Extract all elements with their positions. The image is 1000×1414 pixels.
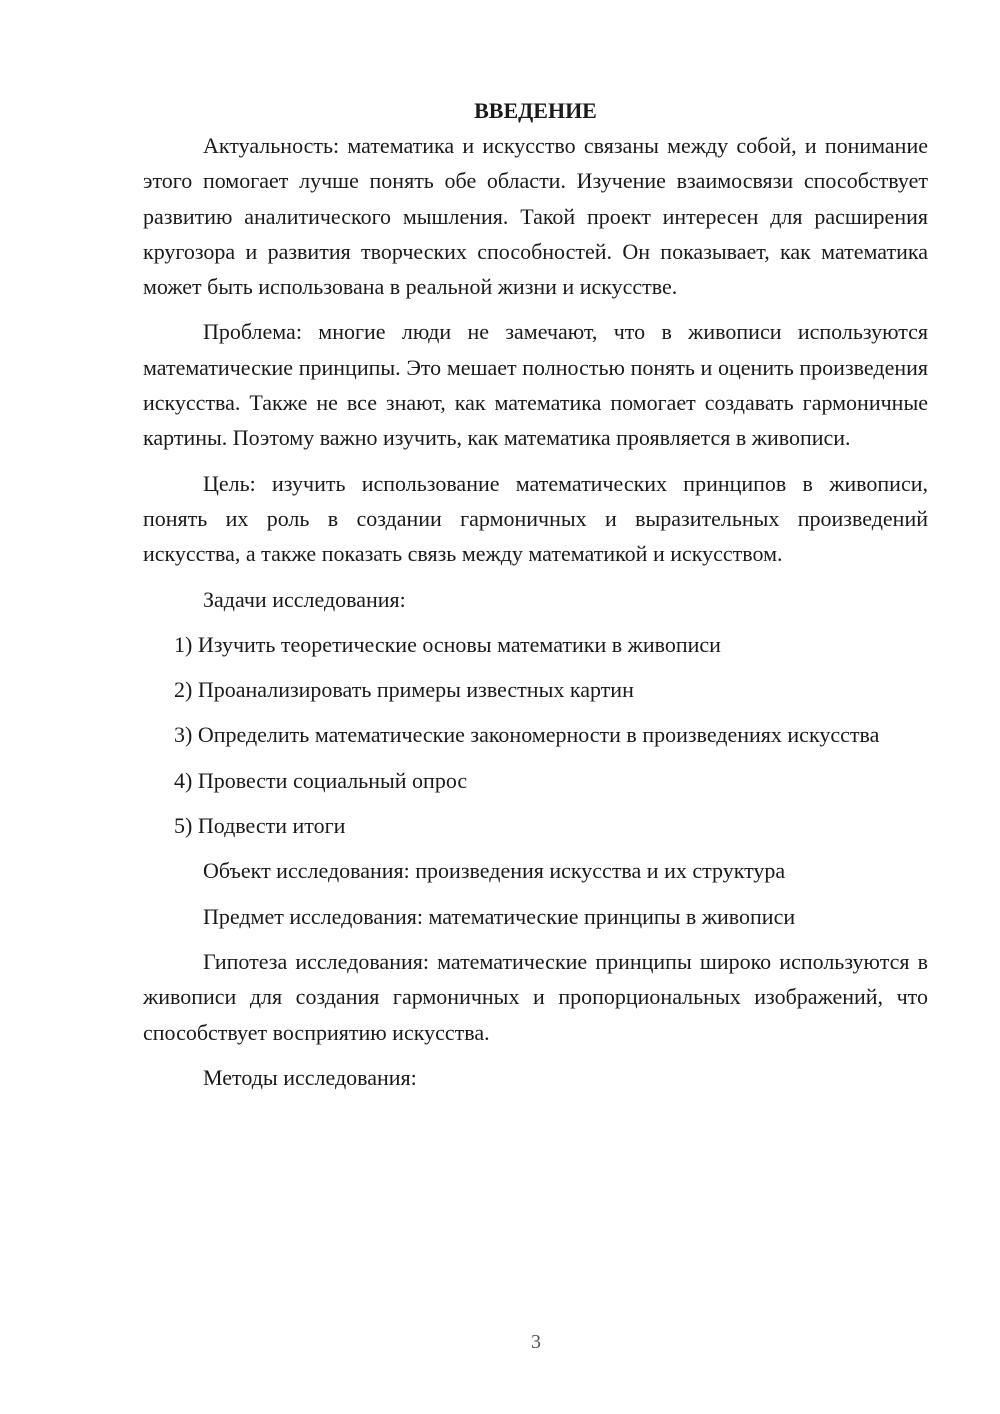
goal-paragraph: Цель: изучить использование математических принципов в живописи, понять их роль в создании гармоничных и выразительных произведений искусства, а также показать связь между математикой и искусством. <box>143 470 928 567</box>
document-page <box>143 94 928 1095</box>
task-item: 3) Определить математические закономерности в произведениях искусства <box>174 722 880 748</box>
hypothesis-paragraph: Гипотеза исследования: математические принципы широко используются в живописи для создания гармоничных и пропорциональных изображений, что способствует восприятию искусства. <box>143 948 928 1045</box>
task-item: 4) Провести социальный опрос <box>174 767 468 793</box>
task-item: 1) Изучить теоретические основы математики в живописи <box>174 631 721 657</box>
relevance-paragraph: Актуальность: математика и искусство связаны между собой, и понимание этого помогает лучше понять обе области. Изучение взаимосвязи способствует развитию аналитического мышления. Такой проект интересен для расширения кругозора и развития творческих способностей. Он показывает, как математика может быть использована в реальной жизни и искусстве. <box>143 133 928 300</box>
page-number: 3 <box>531 1331 541 1353</box>
subject-paragraph: Предмет исследования: математические принципы в живописи <box>203 903 796 929</box>
object-paragraph: Объект исследования: произведения искусства и их структура <box>203 858 786 884</box>
methods-heading: Методы исследования: <box>203 1064 417 1090</box>
task-item: 2) Проанализировать примеры известных картин <box>174 677 634 703</box>
task-item: 5) Подвести итоги <box>174 813 346 839</box>
problem-paragraph: Проблема: многие люди не замечают, что в живописи используются математические принципы. Это мешает полностью понять и оценить произведения искусства. Также не все знают, как математика помогает создавать гармоничные картины. Поэтому важно изучить, как математика проявляется в живописи. <box>143 319 928 451</box>
document-title: ВВЕДЕНИЕ <box>474 98 597 123</box>
tasks-heading: Задачи исследования: <box>203 586 406 612</box>
